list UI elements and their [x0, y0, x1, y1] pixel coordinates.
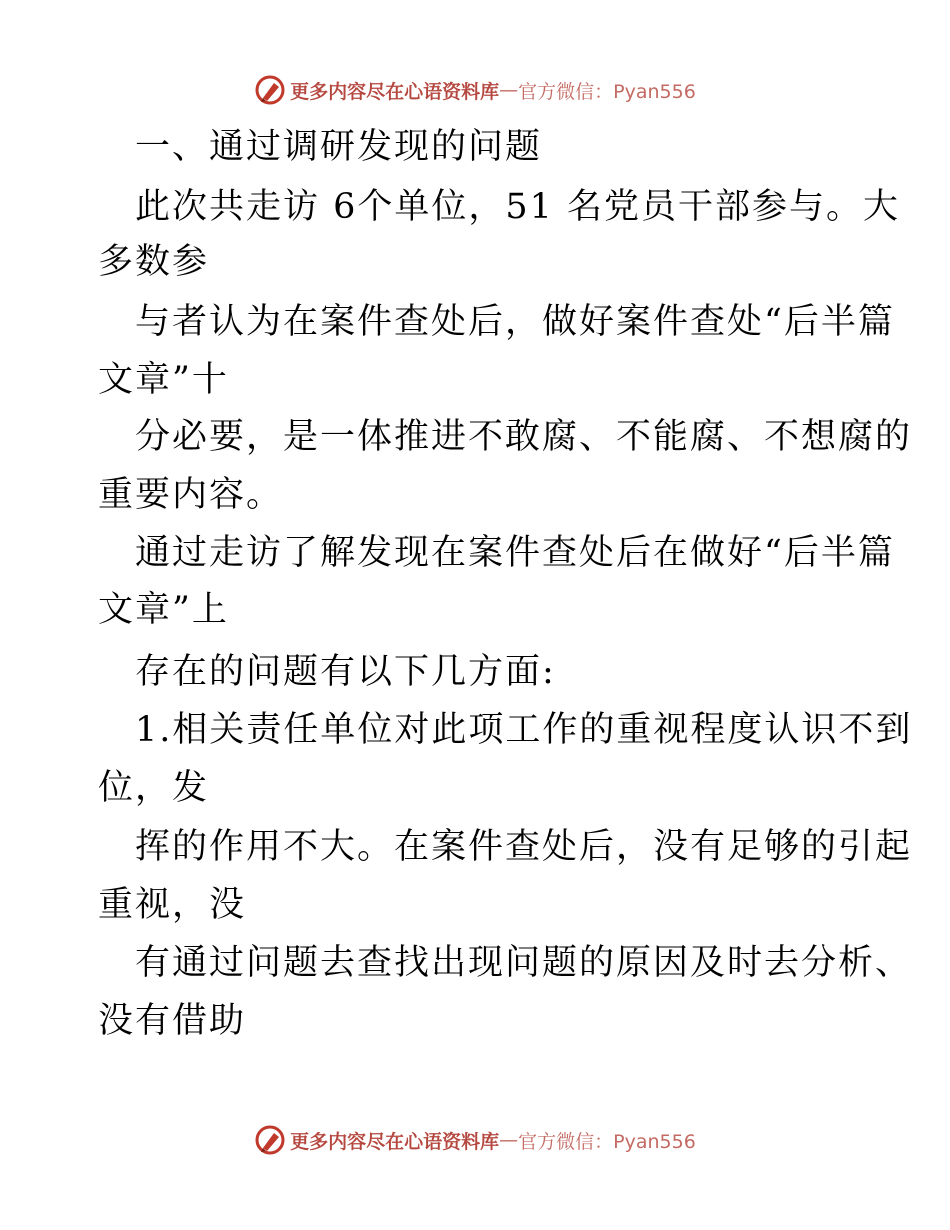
watermark-promo-text: 更多内容尽在心语资料库 [290, 80, 500, 103]
body-line: 位，发 [98, 768, 210, 808]
body-line: 文章”十 [98, 360, 229, 400]
watermark-separator: — [499, 1129, 519, 1151]
body-line: 与者认为在案件查处后，做好案件查处“后半篇 [135, 302, 895, 342]
body-line: 文章”上 [98, 590, 229, 630]
body-line: 1.相关责任单位对此项工作的重视程度认识不到 [135, 710, 913, 750]
body-line: 通过走访了解发现在案件查处后在做好“后半篇 [135, 533, 895, 573]
body-line: 挥的作用不大。在案件查处后，没有足够的引起 [135, 827, 913, 867]
watermark-promo-text: 更多内容尽在心语资料库 [290, 1130, 500, 1153]
watermark-wechat-text: 官方微信：Pyan556 [518, 80, 696, 103]
body-line: 多数参 [98, 242, 210, 282]
pen-nib-logo-icon [254, 1124, 286, 1156]
watermark-wechat-text: 官方微信：Pyan556 [518, 1130, 696, 1153]
section-heading: 一、通过调研发现的问题 [135, 127, 543, 167]
body-line: 重要内容。 [98, 475, 284, 515]
body-line: 存在的问题有以下几方面: [135, 652, 556, 692]
footer-watermark [0, 1120, 950, 1160]
watermark-separator: — [499, 79, 519, 101]
pen-nib-logo-icon [254, 74, 286, 106]
body-line: 分必要，是一体推进不敢腐、不能腐、不想腐的 [135, 417, 913, 457]
header-watermark [0, 70, 950, 110]
body-line: 没有借助 [98, 1001, 247, 1041]
body-line: 有通过问题去查找出现问题的原因及时去分析、 [135, 943, 913, 983]
body-line: 此次共走访 6个单位，51 名党员干部参与。大 [135, 187, 901, 227]
body-line: 重视，没 [98, 885, 247, 925]
